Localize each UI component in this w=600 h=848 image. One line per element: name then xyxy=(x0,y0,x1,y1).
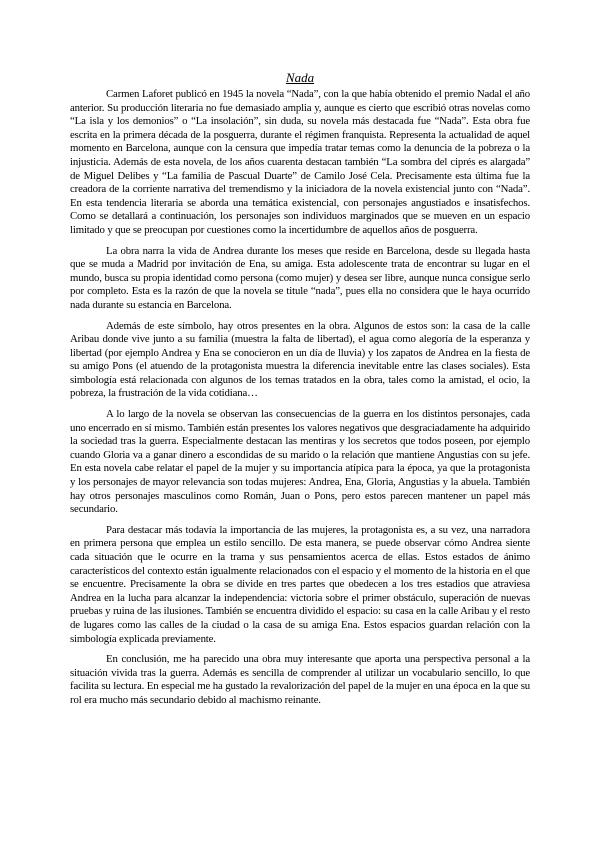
paragraph-narrator: Para destacar más todavía la importancia de las mujeres, la protagonista es, a su vez, una narradora en primera persona que emplea un estilo sencillo. De esta manera, se puede observar cómo Andrea siente cada situación que le ocurre en la trama y sus pensamientos acerca de ellas. Estos estados de ánimo característicos del contexto están igualmente relacionados con el espacio y el momento de la historia en el que se encuentre. Precisamente la obra se divide en tres partes que obedecen a los tres estadios que atraviesa Andrea en la lucha para alcanzar la independencia: victoria sobre el primer obstáculo, superación de nuevas pruebas y ruina de las ilusiones. También se encuentra dividido el espacio: su casa en la calle Aribau y el resto de lugares como las calles de la ciudad o la casa de su amiga Ena. Estos espacios guardan relación con la simbología explicada previamente. xyxy=(70,523,530,645)
document-title: Nada xyxy=(285,70,315,85)
document-page xyxy=(70,70,530,715)
paragraph-war-consequences: A lo largo de la novela se observan las consecuencias de la guerra en los distintos personajes, cada uno encerrado en sí mismo. También están presentes los valores negativos que desgraciadamente ha adquirido la sociedad tras la guerra. Especialmente destacan las mentiras y los secretos que todos poseen, por ejemplo cuando Gloria va a ganar dinero a escondidas de su marido o la relación que mantiene Angustias con su jefe. En esta novela cabe relatar el papel de la mujer y su importancia atípica para la época, ya que la protagonista y los personajes de mayor relevancia son todas mujeres: Andrea, Ena, Gloria, Angustias y la abuela. También hay otros personajes masculinos como Román, Juan o Pons, pero estos parecen mantener un papel más secundario. xyxy=(70,408,530,516)
paragraph-symbols: Además de este símbolo, hay otros presentes en la obra. Algunos de estos son: la casa de la calle Aribau donde vive junto a su familia (muestra la falta de libertad), el agua como alegoría de la esperanza y libertad (por ejemplo Andrea y Ena se conocieron en un día de lluvia) y los zapatos de Andrea en la fiesta de su amigo Pons (el atuendo de la protagonista muestra la diferencia inevitable entre las clases sociales). Esta simbología está relacionada con algunos de los temas tratados en la obra, tales como la amistad, el ocio, la pobreza, la frustración de la vida cotidiana… xyxy=(70,319,530,400)
paragraph-plot: La obra narra la vida de Andrea durante los meses que reside en Barcelona, desde su llegada hasta que se muda a Madrid por invitación de Ena, su amiga. Esta adolescente trata de encontrar su lugar en el mundo, busca su propia identidad como persona (como mujer) y desea ser libre, aunque nunca consigue serlo por completo. Esta es la razón de que la novela se titule “nada”, pues ella no considera que le haya ocurrido nada durante su estancia en Barcelona. xyxy=(70,244,530,311)
paragraph-introduction: Carmen Laforet publicó en 1945 la novela “Nada”, con la que había obtenido el premio Nadal el año anterior. Su producción literaria no fue demasiado amplia y, aunque es cierto que escribió otras novelas como “La isla y los demonios” o “La insolación”, sin duda, su novela más destacada fue “Nada”. Esta obra fue escrita en la primera década de la posguerra, durante el régimen franquista. Representa la actualidad de aquel momento en Barcelona, aunque con la censura que impedía tratar temas como la denuncia de la pobreza o la injusticia. Además de esta novela, de los años cuarenta destacan también “La sombra del ciprés es alargada” de Miguel Delibes y “La familia de Pascual Duarte” de Camilo José Cela. Precisamente esta última fue la creadora de la corriente narrativa del tremendismo y la iniciadora de la novela existencial junto con “Nada”. En esta tendencia literaria se aborda una temática existencial, con personajes angustiados e insatisfechos. Como se detallará a continuación, los personajes son individuos marginados que se mueven en un espacio limitado y que se preocupan por cuestiones como la incertidumbre de aquellos años de posguerra. xyxy=(70,88,530,236)
paragraph-conclusion: En conclusión, me ha parecido una obra muy interesante que aporta una perspectiva personal a la situación vivida tras la guerra. Además es sencilla de comprender al utilizar un vocabulario sencillo, lo que facilita su lectura. En especial me ha gustado la revalorización del papel de la mujer en una época en la que su rol era mucho más secundario debido al machismo reinante. xyxy=(70,653,530,706)
